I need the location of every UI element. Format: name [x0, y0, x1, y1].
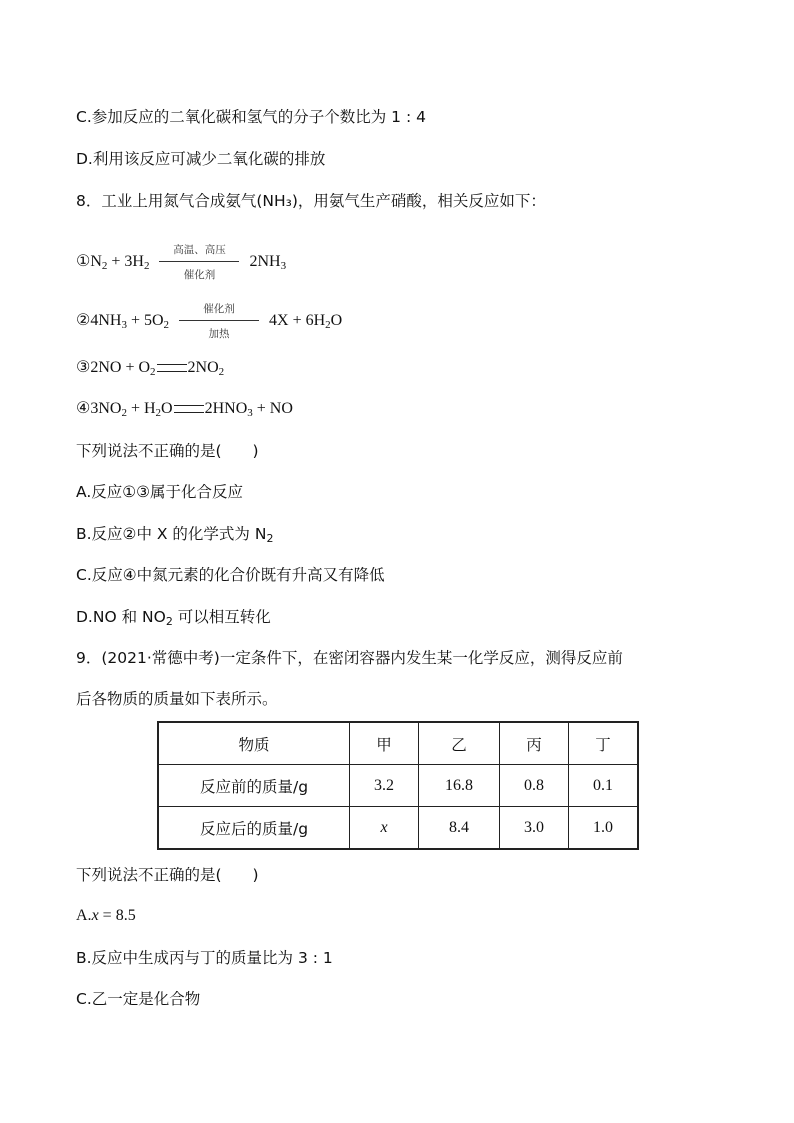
table-header-cell: 甲: [350, 722, 419, 765]
q9-option-a: A.x = 8.5: [76, 907, 136, 924]
table-header-cell: 丁: [569, 722, 639, 765]
table-header-cell: 物质: [158, 722, 350, 765]
q7-option-d: D.利用该反应可减少二氧化碳的排放: [76, 150, 326, 168]
condition-below: 加热: [208, 328, 230, 341]
reaction-number: ③: [76, 359, 91, 376]
q8-prompt: 下列说法不正确的是( ): [76, 442, 259, 460]
q8-reaction-1: $①N_2 + 3H_2$ 高温、高压 催化剂 $2NH_3$: [76, 251, 286, 273]
condition-above: 催化剂: [203, 303, 235, 316]
q9-stem-line-2: 后各物质的质量如下表所示。: [76, 690, 278, 708]
reaction-condition-arrow: [177, 303, 261, 341]
q8-reaction-3: ③2NO + $O_2$ $2NO_2$: [76, 359, 225, 378]
q9-option-b: B.反应中生成丙与丁的质量比为 3 : 1: [76, 949, 333, 967]
mass-table: [157, 721, 639, 850]
q8-option-c: C.反应④中氮元素的化合价既有升高又有降低: [76, 566, 385, 584]
q9-stem-line-1: 9．(2021·常德中考)一定条件下，在密闭容器内发生某一化学反应，测得反应前: [76, 649, 623, 667]
table-cell: x: [350, 807, 419, 850]
table-row: [158, 807, 638, 850]
equals-sign: [174, 405, 204, 413]
table-cell: 8.4: [419, 807, 500, 850]
equals-sign: [157, 364, 187, 372]
table-cell: 0.8: [500, 765, 569, 807]
condition-below: 催化剂: [183, 269, 216, 282]
reaction-number: ①: [76, 253, 91, 270]
table-header-cell: 乙: [419, 722, 500, 765]
q9-prompt: 下列说法不正确的是( ): [76, 866, 259, 884]
table-cell: 0.1: [569, 765, 639, 807]
reaction-number: ②: [76, 312, 91, 329]
table-header-cell: 丙: [500, 722, 569, 765]
condition-above: 高温、高压: [173, 244, 226, 257]
q8-option-b: B.反应②中 X 的化学式为 $N_2$: [76, 525, 274, 545]
q8-stem: 8．工业上用氮气合成氨气(NH₃)，用氨气生产硝酸，相关反应如下：: [76, 192, 546, 210]
table-cell: 16.8: [419, 765, 500, 807]
table-cell: 反应后的质量/g: [158, 807, 350, 850]
q9-option-c: C.乙一定是化合物: [76, 990, 201, 1008]
table-cell: 反应前的质量/g: [158, 765, 350, 807]
q8-reaction-4: $④3NO_2 + H_2O$ $2HNO_3$ + NO: [76, 400, 293, 419]
table-cell: 1.0: [569, 807, 639, 850]
q8-reaction-2: $②4NH_3 + 5O_2$ 催化剂 加热 $4X + 6H_2O$: [76, 310, 342, 332]
reaction-condition-arrow: [157, 244, 241, 282]
q7-option-c: C.参加反应的二氧化碳和氢气的分子个数比为 1 : 4: [76, 108, 426, 126]
reaction-number: ④: [76, 400, 91, 417]
table-header-row: [158, 722, 638, 765]
table-cell: 3.2: [350, 765, 419, 807]
table-row: [158, 765, 638, 807]
q8-option-a: A.反应①③属于化合反应: [76, 483, 244, 501]
table-cell: 3.0: [500, 807, 569, 850]
q8-option-d: D.NO 和 $NO_2$ 可以相互转化: [76, 608, 271, 628]
